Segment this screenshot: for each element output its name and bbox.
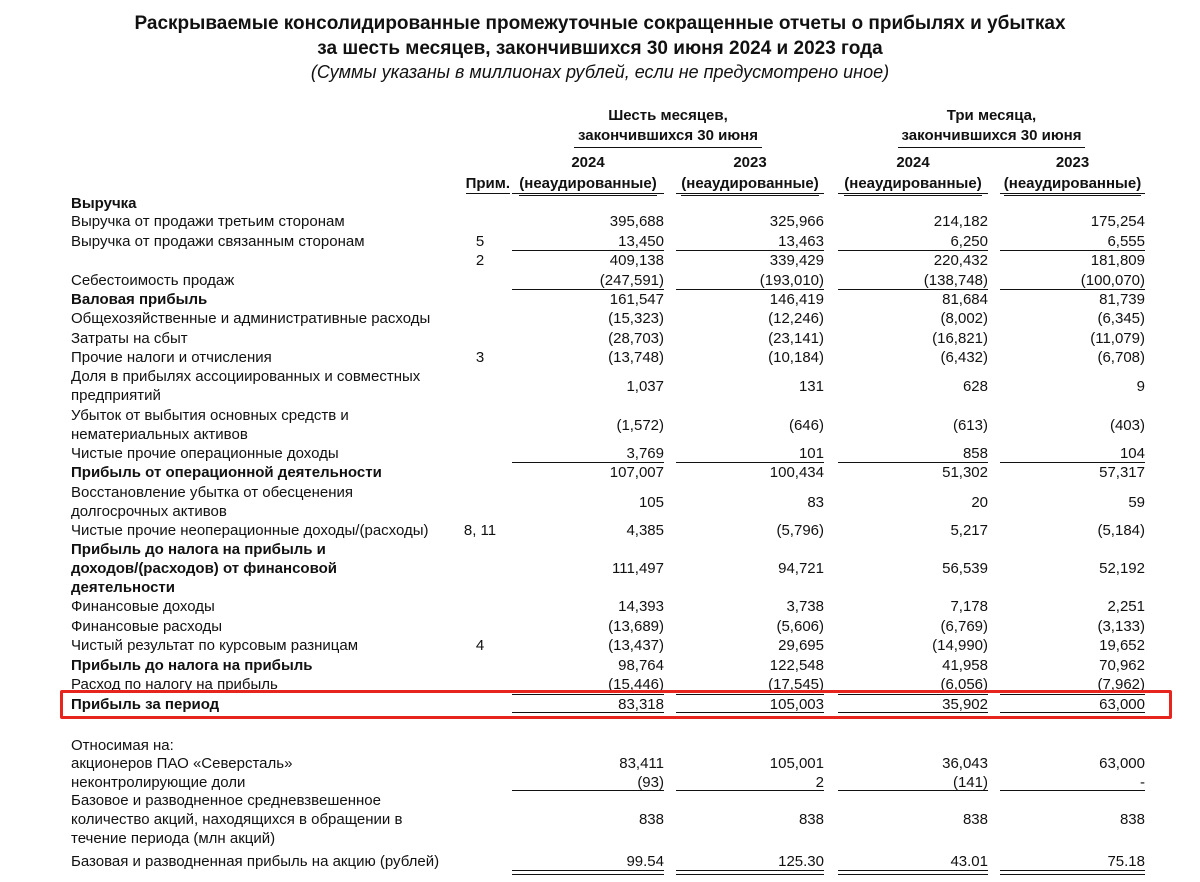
row-value: 409,138 <box>609 252 664 269</box>
row-note: 2 <box>475 252 485 269</box>
subtotal-rule <box>512 289 664 290</box>
row-value: 36,043 <box>942 755 988 772</box>
subtotal-rule <box>512 790 664 791</box>
row-value: (1,572) <box>616 417 664 434</box>
row-value: 81,739 <box>1099 291 1145 308</box>
row-value: (15,323) <box>608 310 664 327</box>
row-label: Прибыль за период <box>71 696 220 713</box>
row-value: 3,738 <box>786 598 824 615</box>
row-label: Валовая прибыль <box>71 291 208 308</box>
table-row <box>0 521 1200 540</box>
total-double-rule <box>676 870 824 875</box>
row-value: (5,796) <box>776 522 824 539</box>
row-value: (6,432) <box>940 349 988 366</box>
row-value: 51,302 <box>942 464 988 481</box>
table-row <box>0 290 1200 309</box>
row-value: (6,708) <box>1097 349 1145 366</box>
row-value: 35,902 <box>942 696 988 713</box>
row-value: 57,317 <box>1099 464 1145 481</box>
row-value: 175,254 <box>1090 213 1145 230</box>
row-value: (17,545) <box>768 676 824 693</box>
row-label: Расход по налогу на прибыль <box>71 676 278 693</box>
row-label: Чистый результат по курсовым разницам <box>71 637 359 654</box>
row-value: 75.18 <box>1107 853 1145 870</box>
group-header-three-line2: закончившихся 30 июня <box>898 126 1086 148</box>
row-value: 19,652 <box>1099 637 1145 654</box>
note-column-header: Прим. <box>465 175 510 192</box>
row-value: 9 <box>1136 378 1145 395</box>
row-label: Чистые прочие неоперационные доходы/(расходы) <box>71 522 429 539</box>
row-value: 14,393 <box>618 598 664 615</box>
row-value: 5,217 <box>950 522 988 539</box>
row-value: (8,002) <box>940 310 988 327</box>
subtotal-rule <box>838 462 988 463</box>
row-value: 81,684 <box>942 291 988 308</box>
row-label: Базовая и разводненная прибыль на акцию (рублей) <box>71 853 440 870</box>
row-value: (100,070) <box>1080 272 1145 289</box>
header-rule <box>838 193 988 194</box>
row-label: Относимая на: <box>71 737 174 754</box>
row-value: (7,962) <box>1097 676 1145 693</box>
row-value: (23,141) <box>768 330 824 347</box>
row-value: 101 <box>798 445 824 462</box>
subtotal-rule <box>676 289 824 290</box>
subtotal-rule <box>838 790 988 791</box>
row-value: (11,079) <box>1090 330 1145 347</box>
row-value: (14,990) <box>932 637 988 654</box>
row-value: (93) <box>637 774 664 791</box>
table-row <box>0 540 1200 597</box>
row-value: 13,450 <box>618 233 664 250</box>
row-label: Общехозяйственные и административные расходы <box>71 310 431 327</box>
row-label: Доля в прибылях ассоциированных и совместных предприятий <box>71 368 421 404</box>
row-value: (16,821) <box>932 330 988 347</box>
row-value: 98,764 <box>618 657 664 674</box>
row-value: 83 <box>807 494 824 511</box>
row-value: 220,432 <box>933 252 988 269</box>
row-value: 7,178 <box>950 598 988 615</box>
row-value: 63,000 <box>1099 696 1145 713</box>
row-value: 83,411 <box>619 755 664 772</box>
row-value: (5,606) <box>776 618 824 635</box>
row-label: Убыток от выбытия основных средств и нематериальных активов <box>71 407 349 443</box>
table-row <box>0 736 1200 755</box>
row-value: - <box>1140 774 1145 791</box>
table-row <box>0 483 1200 521</box>
row-value: 146,419 <box>769 291 824 308</box>
row-label: Восстановление убытка от обесценения долгосрочных активов <box>71 484 354 520</box>
row-value: (12,246) <box>768 310 824 327</box>
row-value: 125.30 <box>778 853 824 870</box>
row-value: 105,001 <box>769 755 824 772</box>
table-row <box>0 212 1200 231</box>
row-value: 13,463 <box>778 233 824 250</box>
table-row <box>0 271 1200 290</box>
row-note: 4 <box>475 637 485 654</box>
row-value: 628 <box>962 378 988 395</box>
row-note: 5 <box>475 233 485 250</box>
row-label: Прибыль до налога на прибыль и доходов/(расходов) от финансовой деятельности <box>71 541 337 596</box>
row-value: 838 <box>962 811 988 828</box>
row-value: (141) <box>952 774 988 791</box>
table-row <box>0 597 1200 616</box>
row-label: Финансовые расходы <box>71 618 223 635</box>
row-value: 41,958 <box>942 657 988 674</box>
col-header-three-2024: 2024 (неаудированные) <box>838 152 988 196</box>
subtotal-rule <box>512 250 664 251</box>
row-value: (28,703) <box>608 330 664 347</box>
total-double-rule <box>1000 870 1145 875</box>
row-value: 99.54 <box>626 853 664 870</box>
total-double-rule <box>838 870 988 875</box>
col-header-six-2023: 2023 (неаудированные) <box>676 152 824 196</box>
table-row <box>0 791 1200 848</box>
row-value: 339,429 <box>769 252 824 269</box>
row-value: 2 <box>815 774 824 791</box>
subtotal-rule <box>1000 462 1145 463</box>
table-row <box>0 852 1200 871</box>
row-value: 20 <box>971 494 988 511</box>
row-value: 395,688 <box>609 213 664 230</box>
subtotal-rule <box>512 462 664 463</box>
subtotal-rule <box>1000 289 1145 290</box>
row-value: (247,591) <box>599 272 664 289</box>
row-label: неконтролирующие доли <box>71 774 246 791</box>
report-title-line2: за шесть месяцев, закончившихся 30 июня 2024 и 2023 года <box>317 38 883 59</box>
row-label: Выручка от продажи третьим сторонам <box>71 213 345 230</box>
subtotal-rule <box>1000 250 1145 251</box>
table-row <box>0 463 1200 482</box>
table-row <box>0 329 1200 348</box>
table-row <box>0 754 1200 773</box>
row-value: (646) <box>788 417 824 434</box>
group-header-three-line1: Три месяца, <box>946 107 1037 124</box>
table-row <box>0 251 1200 270</box>
row-value: (613) <box>952 417 988 434</box>
row-label: Прибыль от операционной деятельности <box>71 464 382 481</box>
row-value: 59 <box>1128 494 1145 511</box>
row-label: акционеров ПАО «Северсталь» <box>71 755 293 772</box>
group-header-three-months <box>838 106 1145 148</box>
group-header-six-line1: Шесть месяцев, <box>608 107 728 124</box>
subtotal-rule <box>838 289 988 290</box>
row-value: (13,748) <box>608 349 664 366</box>
row-value: (5,184) <box>1097 522 1145 539</box>
row-value: (6,345) <box>1097 310 1145 327</box>
row-value: 131 <box>798 378 824 395</box>
subtotal-rule <box>676 790 824 791</box>
row-value: (15,446) <box>608 676 664 693</box>
row-value: (193,010) <box>759 272 824 289</box>
table-row <box>0 232 1200 251</box>
row-label: Выручка от продажи связанным сторонам <box>71 233 365 250</box>
row-value: 43.01 <box>950 853 988 870</box>
row-value: 838 <box>638 811 664 828</box>
row-label: Выручка <box>71 195 137 212</box>
row-label: Себестоимость продаж <box>71 272 235 289</box>
row-value: 100,434 <box>769 464 824 481</box>
row-value: (3,133) <box>1097 618 1145 635</box>
row-value: 52,192 <box>1099 560 1145 577</box>
table-row <box>0 656 1200 675</box>
row-value: (6,056) <box>940 676 988 693</box>
row-value: (6,769) <box>940 618 988 635</box>
table-row <box>0 309 1200 328</box>
row-value: 83,318 <box>618 696 664 713</box>
row-value: 63,000 <box>1099 755 1145 772</box>
row-value: 29,695 <box>778 637 824 654</box>
subtotal-rule <box>676 462 824 463</box>
row-value: 111,497 <box>612 560 664 577</box>
table-row <box>0 444 1200 463</box>
row-label: Прибыль до налога на прибыль <box>71 657 313 674</box>
row-value: 838 <box>1119 811 1145 828</box>
header-rule <box>1000 193 1145 194</box>
row-value: 122,548 <box>769 657 824 674</box>
row-value: 107,007 <box>609 464 664 481</box>
row-value: (13,689) <box>608 618 664 635</box>
row-value: (403) <box>1109 417 1145 434</box>
group-header-six-months <box>512 106 824 148</box>
row-value: 325,966 <box>769 213 824 230</box>
col-header-three-2023: 2023 (неаудированные) <box>1000 152 1145 196</box>
row-note: 3 <box>475 349 485 366</box>
report-title-line1: Раскрываемые консолидированные промежуточные сокращенные отчеты о прибылях и убытках <box>134 13 1066 34</box>
row-value: 70,962 <box>1099 657 1145 674</box>
table-row <box>0 194 1200 213</box>
row-label: Базовое и разводненное средневзвешенное количество акций, находящихся в обращении в течение периода (млн акций) <box>71 792 403 847</box>
table-row <box>0 367 1200 405</box>
subtotal-rule <box>676 250 824 251</box>
total-double-rule <box>512 870 664 875</box>
row-value: 104 <box>1119 445 1145 462</box>
row-value: 105,003 <box>769 696 824 713</box>
group-header-six-line2: закончившихся 30 июня <box>574 126 762 148</box>
row-label: Прочие налоги и отчисления <box>71 349 272 366</box>
row-note: 8, 11 <box>463 522 497 539</box>
col-header-six-2024: 2024 (неаудированные) <box>512 152 664 196</box>
row-value: 56,539 <box>942 560 988 577</box>
row-value: 181,809 <box>1090 252 1145 269</box>
row-value: 4,385 <box>626 522 664 539</box>
row-value: (138,748) <box>923 272 988 289</box>
row-value: 2,251 <box>1107 598 1145 615</box>
report-subtitle: (Суммы указаны в миллионах рублей, если не предусмотрено иное) <box>310 62 890 82</box>
header-rule <box>676 193 824 194</box>
header-rule <box>512 193 664 194</box>
row-value: 105 <box>638 494 664 511</box>
row-value: 1,037 <box>626 378 664 395</box>
row-value: 161,547 <box>609 291 664 308</box>
row-value: 6,555 <box>1107 233 1145 250</box>
row-value: 214,182 <box>933 213 988 230</box>
row-value: (13,437) <box>608 637 664 654</box>
row-value: (10,184) <box>768 349 824 366</box>
row-value: 838 <box>798 811 824 828</box>
row-label: Затраты на сбыт <box>71 330 188 347</box>
highlight-profit-for-period <box>60 690 1172 719</box>
row-label: Финансовые доходы <box>71 598 215 615</box>
table-row <box>0 406 1200 444</box>
row-value: 6,250 <box>950 233 988 250</box>
row-value: 858 <box>962 445 988 462</box>
table-row <box>0 348 1200 367</box>
table-row <box>0 617 1200 636</box>
subtotal-rule <box>1000 790 1145 791</box>
row-label: Чистые прочие операционные доходы <box>71 445 339 462</box>
row-value: 3,769 <box>626 445 664 462</box>
subtotal-rule <box>838 250 988 251</box>
table-row <box>0 636 1200 655</box>
row-value: 94,721 <box>778 560 824 577</box>
